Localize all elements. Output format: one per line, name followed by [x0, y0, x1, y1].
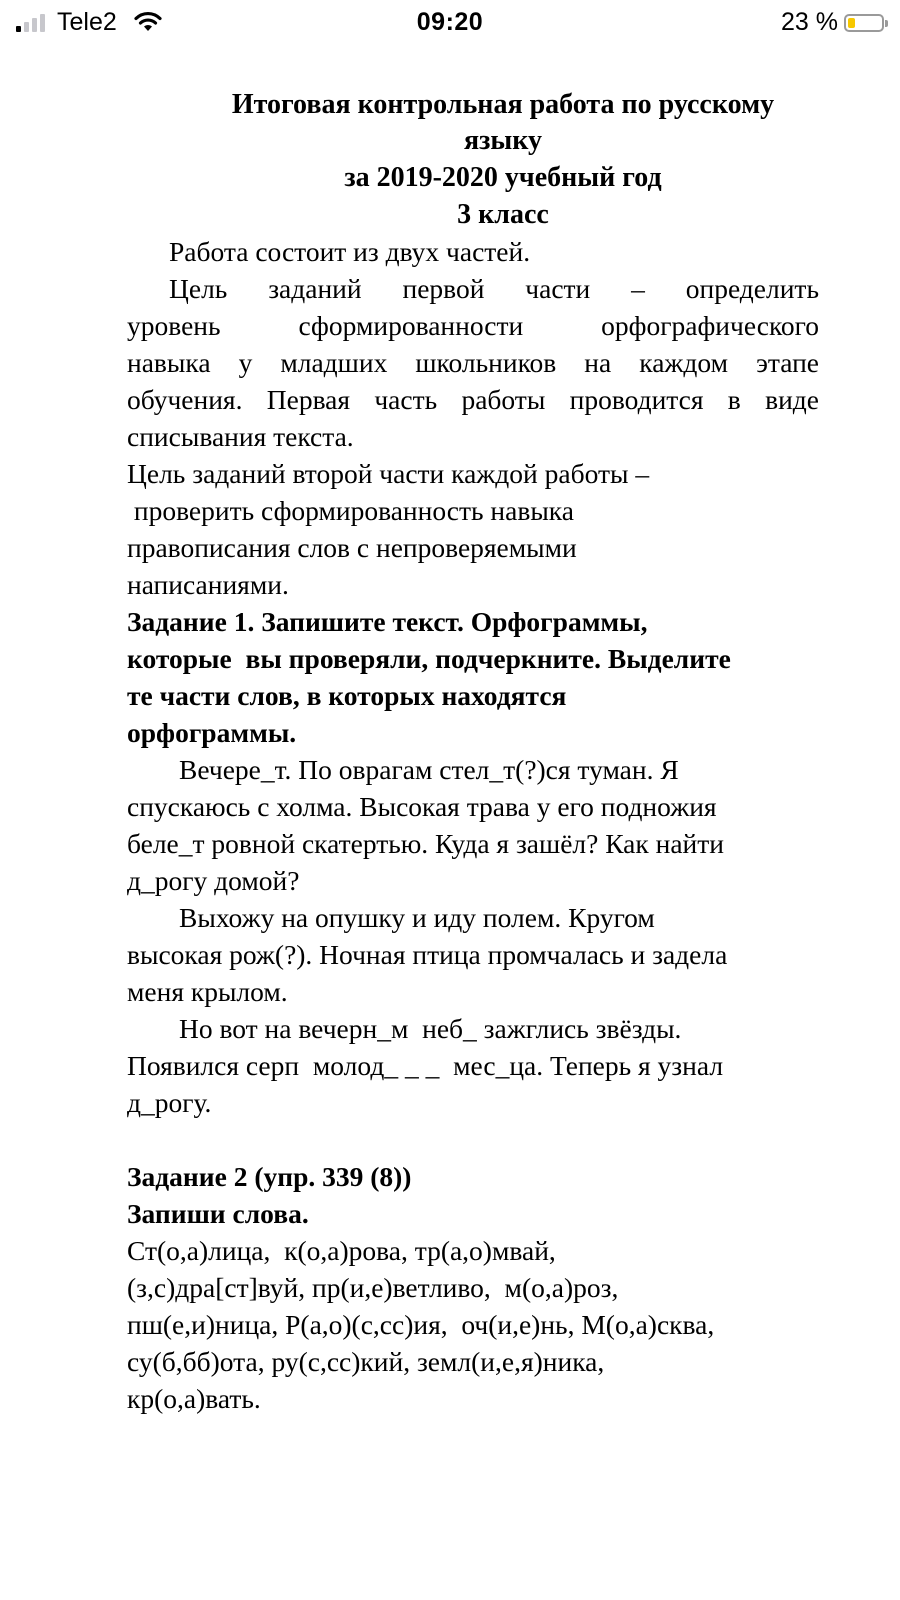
task-1-text-paragraph-1 — [127, 751, 819, 899]
intro-paragraph-2 — [127, 270, 819, 455]
battery-icon — [844, 14, 884, 32]
clock-time: 09:20 — [416, 8, 484, 36]
text-line: Ст(о,а)лица, к(о,а)рова, тр(а,о)мвай, — [127, 1235, 556, 1266]
text-line: д_рогу домой? — [127, 865, 300, 896]
text-line: кр(о,а)вать. — [127, 1383, 261, 1414]
text-line: Вечере_т. По оврагам стел_т(?)ся туман. Я — [179, 754, 679, 785]
document-page — [127, 86, 819, 1417]
document-title — [127, 86, 819, 233]
text-line: Выхожу на опушку и иду полем. Кругом — [179, 902, 655, 933]
text-line: которые вы проверяли, подчеркните. Выделите — [127, 643, 731, 674]
task-1-text-paragraph-2 — [127, 899, 819, 1010]
text-line: су(б,бб)ота, ру(с,сс)кий, земл(и,е,я)ника, — [127, 1346, 605, 1377]
title-line: 3 класс — [457, 199, 549, 230]
title-line: Итоговая контрольная работа по русскому — [231, 89, 775, 120]
title-line: языку — [464, 125, 542, 156]
status-bar — [0, 0, 900, 48]
text-line: списывания текста. — [127, 421, 354, 452]
text-line: Задание 1. Запишите текст. Орфограммы, — [127, 606, 648, 637]
text-line: (з,с)дра[ст]вуй, пр(и,е)ветливо, м(о,а)роз, — [127, 1272, 619, 1303]
text-line: навыка у младших школьников на каждом этапе — [127, 347, 819, 378]
intro-paragraph-3 — [127, 455, 819, 603]
text-line: Цель заданий первой части – определить — [169, 273, 819, 304]
battery-level — [848, 18, 855, 28]
intro-paragraph-1: Работа состоит из двух частей. — [169, 236, 531, 267]
battery-percentage: 23 % — [781, 8, 838, 36]
text-line: уровень сформированности орфографического — [127, 310, 819, 341]
text-line: орфограммы. — [127, 717, 297, 748]
text-line: спускаюсь с холма. Высокая трава у его подножия — [127, 791, 717, 822]
text-line: Цель заданий второй части каждой работы – — [127, 458, 650, 489]
text-line: написаниями. — [127, 569, 289, 600]
task-1-text-paragraph-3 — [127, 1010, 819, 1121]
text-line: меня крылом. — [127, 976, 288, 1007]
carrier-name: Tele2 — [57, 8, 117, 36]
task-2-subheading: Запиши слова. — [127, 1198, 309, 1229]
text-line: беле_т ровной скатертью. Куда я зашёл? Как найти — [127, 828, 724, 859]
text-line: Появился серп молод_ _ _ мес_ца. Теперь я узнал — [127, 1050, 724, 1081]
task-2-heading: Задание 2 (упр. 339 (8)) — [127, 1161, 412, 1192]
spacer — [127, 1121, 819, 1158]
text-line: пш(е,и)ница, Р(а,о)(с,сс)ия, оч(и,е)нь, М(о,а)сква, — [127, 1309, 715, 1340]
text-line: те части слов, в которых находятся — [127, 680, 567, 711]
task-1-heading — [127, 603, 819, 751]
text-line: Но вот на вечерн_м неб_ зажглись звёзды. — [179, 1013, 682, 1044]
task-2-word-list — [127, 1232, 819, 1417]
text-line: высокая рож(?). Ночная птица промчалась и задела — [127, 939, 728, 970]
title-line: за 2019-2020 учебный год — [344, 162, 662, 193]
text-line: правописания слов с непроверяемыми — [127, 532, 577, 563]
text-line: д_рогу. — [127, 1087, 212, 1118]
text-line: проверить сформированность навыка — [127, 495, 574, 526]
text-line: обучения. Первая часть работы проводится в виде — [127, 384, 819, 415]
status-right — [781, 8, 884, 37]
